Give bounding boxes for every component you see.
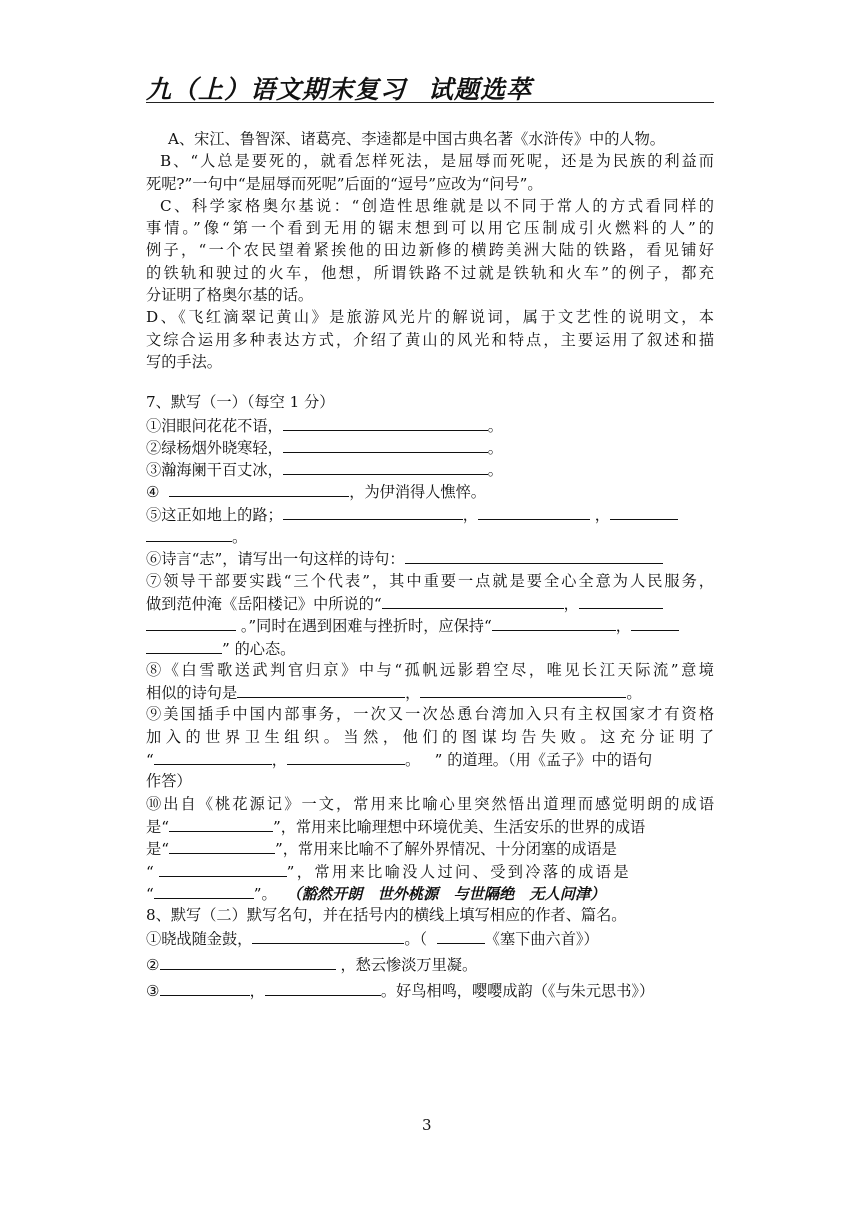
header-rule	[146, 102, 714, 103]
question-7-item-10-cont	[146, 815, 714, 837]
question-8-item-3	[146, 978, 714, 1004]
header-title: 九（上）语文期末复习	[146, 75, 407, 104]
question-8-heading: 8、默写（二）默写名句，并在括号内的横线上填写相应的作者、篇名。	[146, 906, 627, 925]
question-7-item-10-cont	[146, 882, 714, 904]
answer-blank[interactable]	[154, 748, 272, 765]
item-text: 做到范仲淹《岳阳楼记》中所说的“	[146, 594, 382, 613]
answer-blank[interactable]	[283, 503, 463, 520]
item-text: ” 的道理。（用《孟子》中的语句	[434, 751, 653, 770]
punct: “	[146, 862, 154, 881]
punct: ，	[563, 594, 579, 613]
item-text: 《塞下曲六首》）	[484, 930, 599, 949]
item-text: 是“	[146, 840, 169, 859]
question-7-item-7-cont	[146, 614, 714, 636]
answer-blank[interactable]	[405, 547, 663, 564]
header-subtitle: 试题选萃	[428, 75, 533, 104]
answer-blank[interactable]	[610, 503, 678, 520]
punct: “	[146, 751, 154, 770]
answer-blank[interactable]	[169, 815, 273, 832]
punct: ，	[249, 982, 265, 1001]
answer-blank[interactable]	[146, 637, 222, 654]
answer-blank[interactable]	[283, 458, 488, 475]
punct: “	[146, 884, 154, 903]
item-text: ”，常用来比喻理想中环境优美、生活安乐的世界的成语	[272, 817, 646, 836]
option-c-line: 分证明了格奥尔基的话。	[146, 286, 314, 305]
section-gap	[146, 373, 714, 391]
item-text: ⑥诗言“志”，请写出一句这样的诗句：	[146, 550, 405, 569]
item-text: ⑤这正如地上的路；	[146, 505, 283, 524]
punct: 。	[626, 684, 642, 703]
item-text: 。（	[404, 930, 428, 949]
answer-blank[interactable]	[237, 681, 405, 698]
question-7-item-9-cont: 加入的世界卫生组织。当然，他们的图谋均告失败。这充分证明了	[146, 727, 714, 746]
answer-blank[interactable]	[169, 837, 275, 854]
item-text: ③瀚海阑干百丈冰，	[146, 461, 283, 480]
item-text: ” 的心态。	[222, 639, 296, 658]
question-8-item-2	[146, 952, 714, 978]
item-text: ③	[146, 982, 160, 1001]
question-7-item-8-cont	[146, 681, 714, 703]
question-7-item-5	[146, 503, 714, 525]
item-text: ②	[146, 956, 160, 975]
item-text: ②绿杨烟外晓寒轻，	[146, 438, 283, 457]
item-text: ”。	[253, 884, 277, 903]
answer-blank[interactable]	[146, 525, 232, 542]
item-text: 。”同时在遇到困难与挫折时，应保持“	[240, 617, 492, 636]
punct: 。	[487, 438, 503, 457]
item-text: ，愁云惨淡万里凝。	[340, 956, 478, 975]
answer-blank[interactable]	[382, 592, 564, 609]
option-b-line: B、“人总是要死的，就看怎样死法，是屈辱而死呢，还是为民族的利益而	[160, 152, 714, 171]
item-text: ，为伊消得人憔悴。	[349, 483, 486, 502]
answer-blank[interactable]	[579, 592, 663, 609]
page-header	[146, 70, 716, 106]
question-7-item-10-cont	[146, 837, 714, 859]
question-7-item-9-cont	[146, 748, 714, 770]
item-text: ”，常用来比喻不了解外界情况、十分闭塞的成语是	[274, 840, 617, 859]
punct: 。	[232, 528, 248, 547]
punct: 。	[487, 461, 503, 480]
question-7-item-10-cont	[146, 860, 714, 882]
answer-blank[interactable]	[169, 480, 349, 497]
item-text: ④	[146, 483, 160, 502]
question-7-item-7: ⑦领导干部要实践“三个代表”，其中重要一点就是要全心全意为人民服务，	[146, 571, 714, 590]
answer-blank[interactable]	[252, 927, 404, 944]
question-7-item-5-cont	[146, 525, 714, 547]
option-c-line: 例子，“一个农民望着紧挨他的田边新修的横跨美洲大陆的铁路，看见铺好	[146, 241, 714, 260]
question-8-item-1	[146, 926, 714, 952]
item-text: ①泪眼问花花不语，	[146, 416, 283, 435]
question-7-item-2	[146, 436, 714, 458]
answer-blank[interactable]	[437, 927, 485, 944]
option-d-line: 写的手法。	[146, 352, 222, 371]
document-body	[146, 128, 714, 1004]
punct: ，	[615, 617, 631, 636]
punct: 。	[404, 751, 421, 770]
question-7-item-7-cont	[146, 637, 714, 659]
answer-blank[interactable]	[420, 681, 626, 698]
question-7-item-7-cont	[146, 592, 714, 614]
item-text: 是“	[146, 817, 169, 836]
punct: ，	[405, 684, 421, 703]
answer-blank[interactable]	[265, 979, 381, 996]
question-7-item-10: ⑩出自《桃花源记》一文，常用来比喻心里突然悟出道理而感觉明朗的成语	[146, 794, 714, 813]
item-text: ”，常用来比喻没人过问、受到冷落的成语是	[286, 862, 631, 881]
option-c-line: 的铁轨和驶过的火车，他想，所谓铁路不过就是铁轨和火车”的例子，都充	[146, 263, 714, 282]
option-a-line: A、宋江、鲁智深、诸葛亮、李逵都是中国古典名著《水浒传》中的人物。	[168, 130, 665, 148]
answer-blank[interactable]	[492, 614, 616, 631]
answer-blank[interactable]	[160, 953, 336, 970]
question-7-item-9-cont: 作答）	[146, 772, 192, 791]
answer-blank[interactable]	[154, 882, 254, 899]
answer-blank[interactable]	[283, 436, 488, 453]
option-c-line: 事情。”像“第一个看到无用的锯末想到可以用它压制成引火燃料的人”的	[146, 219, 714, 238]
answer-blank[interactable]	[283, 414, 488, 431]
punct: 。	[487, 416, 503, 435]
answer-blank[interactable]	[160, 979, 250, 996]
question-7-item-8: ⑧《白雪歌送武判官归京》中与“孤帆远影碧空尽，唯见长江天际流”意境	[146, 660, 714, 679]
option-d-line: D、《飞红滴翠记黄山》是旅游风光片的解说词，属于文艺性的说明文，本	[146, 308, 714, 327]
punct: ，	[462, 505, 478, 524]
question-7-item-6	[146, 547, 714, 569]
question-7-heading: 7、默写（一）（每空 1 分）	[146, 393, 335, 412]
page-number: 3	[422, 1116, 432, 1134]
question-7-item-3	[146, 458, 714, 480]
question-7-item-1	[146, 414, 714, 436]
answer-blank[interactable]	[159, 860, 287, 877]
question-7-item-9: ⑨美国插手中国内部事务，一次又一次怂恿台湾加入只有主权国家才有资格	[146, 705, 714, 724]
option-d-line: 文综合运用多种表达方式，介绍了黄山的风光和特点，主要运用了叙述和描	[146, 330, 714, 349]
item-text: 。好鸟相鸣，嘤嘤成韵（《与朱元思书》）	[380, 982, 655, 1001]
option-c-line: C、科学家格奥尔基说：“创造性思维就是以不同于常人的方式看同样的	[160, 196, 714, 215]
punct: ，	[594, 505, 610, 524]
item-text: 相似的诗句是	[146, 684, 238, 703]
punct: ，	[271, 751, 287, 770]
item-text: ①晓战随金鼓，	[146, 930, 253, 949]
answer-blank[interactable]	[287, 748, 405, 765]
answer-key: （豁然开朗 世外桃源 与世隔绝 无人问津）	[286, 884, 606, 903]
question-7-item-4	[146, 480, 714, 502]
answer-blank[interactable]	[631, 614, 679, 631]
answer-blank[interactable]	[478, 503, 590, 520]
option-b-line: 死呢?”一句中“是屈辱而死呢”后面的“逗号”应改为“问号”。	[146, 174, 543, 193]
answer-blank[interactable]	[146, 614, 236, 631]
